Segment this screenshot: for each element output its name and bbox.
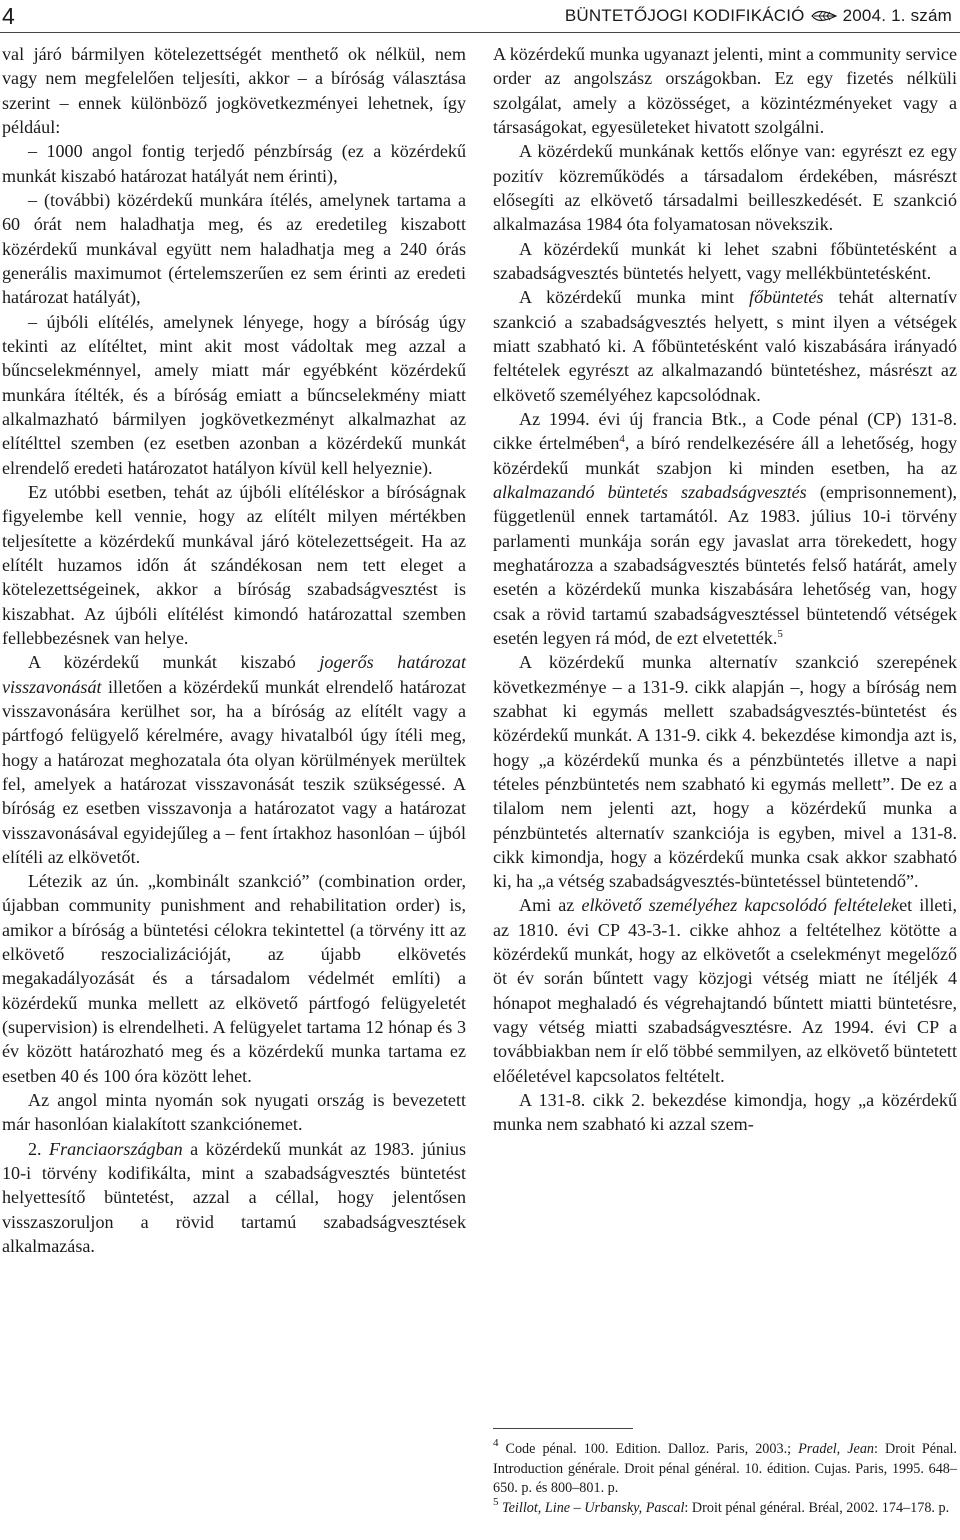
footnote-marker: 5 bbox=[493, 1495, 499, 1508]
footnote-marker: 5 bbox=[777, 627, 783, 640]
footnote bbox=[493, 1437, 957, 1499]
text-run: Az angol minta nyomán sok nyugati ország is bevezetett már hasonlóan kialakított szankciónemet. bbox=[2, 1090, 466, 1135]
text-run: – 1000 angol fontig terjedő pénzbírság (ez a közérdekű munkát kiszabó határozat hatályát nem érinti), bbox=[2, 141, 466, 186]
text-run: a közérdekű munkát az 1983. június 10-i törvény kodifikálta, mint a szabadságvesztés büntetést helyettesítő büntetést, azzal a céllal, hogy jelentősen visszaszoruljon a rövid tartamú szabadságvesztések alkalmazása. bbox=[2, 1138, 467, 1257]
paragraph bbox=[2, 310, 466, 480]
paragraph bbox=[2, 650, 466, 869]
text-run: Az 1994. évi új francia Btk., a Code pénal (CP) 131-8. cikke értelmében bbox=[493, 408, 957, 454]
right-column bbox=[493, 42, 957, 1137]
paragraph bbox=[493, 1088, 957, 1137]
quill-ornament-icon bbox=[811, 7, 837, 25]
text-run: A 131-8. cikk 2. bekezdése kimondja, hogy „a közérdekű munka nem szabható ki azzal szem- bbox=[493, 1090, 957, 1135]
paragraph bbox=[2, 188, 466, 310]
text-run: – újbóli elítélés, amelynek lényege, hogy a bíróság úgy tekinti az elítéltet, mint akit most vádoltak meg azzal a bűncselekménnyel, amely miatt már egyébként közérdekű munkára ítélték, és a bíróság emiatt a bűncselekmény miatt alkalmazható bármilyen jogkövetkezményt alkalmazhat az elítélttel szemben (ez esetben azonban a közérdekű munkát elrendelő eredeti határozatot hatályon kívül kell helyeznie). bbox=[2, 311, 466, 478]
text-run: Ami az bbox=[519, 895, 582, 916]
emphasis: Franciaországban bbox=[49, 1138, 183, 1159]
journal-title: BÜNTETŐJOGI KODIFIKÁCIÓ bbox=[564, 6, 805, 25]
text-run: Code pénal. 100. Edition. Dalloz. Paris, 2003.; bbox=[498, 1441, 799, 1457]
paragraph bbox=[493, 42, 957, 139]
paragraph bbox=[2, 139, 466, 188]
paragraph bbox=[493, 139, 957, 236]
footnote-rule bbox=[493, 1428, 633, 1429]
text-run: et illeti, az 1810. évi CP 43-3-1. cikke ahhoz a feltételhez kötötte a közérdekű munkát, hogy az elkövetőt a cselekményt megelőző öt év során bűntett vagy közjogi vétség miatt ne ítéljék 4 hónapot meghaladó és végrehajtandó bűntett miatti büntetésre, vagy vétség miatti szabadságvesztésre. Az 1994. évi CP a továbbiakban nem ír elő többé semmilyen, az elkövető büntetett előéletével kapcsolatos feltételt. bbox=[493, 895, 957, 1086]
paragraph bbox=[2, 42, 466, 139]
paragraph bbox=[2, 869, 466, 1088]
text-run: : Droit pénal général. Bréal, 2002. 174–178. p. bbox=[684, 1499, 950, 1516]
text-run: val járó bármilyen kötelezettségét menthető ok nélkül, nem vagy nem megfelelően teljesíti, akkor – a bíróság választása szerint – ennek különböző jogkövetkezményei lehetnek, így például: bbox=[2, 44, 466, 137]
paragraph bbox=[2, 480, 466, 650]
text-run: tehát alternatív szankció a szabadságvesztés helyett, s mint ilyen a vétségek miatt szabható ki. A főbüntetésként való kiszabására irányadó feltételek egyrészt az alkalmazandó büntetéshez, másrészt az elkövető személyéhez kapcsolódnak. bbox=[493, 287, 958, 405]
emphasis: elkövető személyéhez kapcsolódó feltételek bbox=[581, 895, 900, 916]
text-run: Létezik az ún. „kombinált szankció” (combination order, újabban community punishment and rehabilitation order) is, amikor a bíróság a büntetési célokra tekintettel (a törvény itt az elkövető reszocializációját, az újabb elkövetés megakadályozását és a társadalom védelmét említi) a közérdekű munka mellett az elkövető pártfogó felügyeletét (supervision) is elrendelheti. A felügyelet tartama 12 hónap és 3 év között határozható meg és a közérdekű munka tartama ez esetben 40 és 100 óra között lehet. bbox=[2, 871, 466, 1086]
text-run: – (további) közérdekű munkára ítélés, amelynek tartama a 60 órát nem haladhatja meg, és az eredetileg kiszabott közérdekű munkával együtt nem haladhatja meg a 240 órás generális maximumot (értelemszerűen ez sem érinti az eredeti határozat hatályát), bbox=[2, 189, 466, 308]
emphasis: alkalmazandó büntetés szabadságvesztés bbox=[493, 481, 807, 502]
issue-label: 2004. 1. szám bbox=[842, 6, 952, 25]
footnotes bbox=[493, 1437, 957, 1518]
emphasis: főbüntetés bbox=[749, 287, 824, 308]
emphasis: jogerős határozat visszavonását bbox=[2, 652, 466, 697]
paragraph bbox=[493, 237, 957, 286]
footnote-marker: 4 bbox=[493, 1437, 499, 1449]
running-head bbox=[565, 4, 952, 28]
text-run: : Droit Pénal. Introduction générale. Droit pénal général. 10. édition. Cujas. Paris, 1995. 648–650. p. és 800–801. p. bbox=[493, 1441, 957, 1496]
paragraph bbox=[493, 407, 957, 650]
paragraph bbox=[2, 1088, 466, 1137]
paragraph bbox=[493, 650, 957, 893]
text-run: illetően a közérdekű munkát elrendelő határozat visszavonására kerülhet sor, ha a bíróság az elítélt vagy a pártfogó felügyelő kérelmére, avagy hivatalból úgy ítéli meg, hogy a határozat meghozatala óta olyan körülmények merültek fel, amelyek a határozat visszavonását teszik szükségessé. A bíróság ez esetben visszavonja a határozatot vagy a határozat visszavonásával egyidejűleg a – fent írtakhoz hasonlóan – újból elítéli az elkövetőt. bbox=[2, 676, 466, 867]
text-run: A közérdekű munkának kettős előnye van: egyrészt ez egy pozitív közreműködés a társadalom érdekében, másrészt elősegíti az elkövető társadalmi beilleszkedését. E szankció alkalmazása 1984 óta folyamatosan növekszik. bbox=[493, 141, 957, 235]
text-run: A közérdekű munka ugyanazt jelenti, mint a community service order az angolszász országokban. Ez egy fizetés nélküli szolgálat, amely a közösséget, a közintézményeket vagy a társaságokat, egyesületeket hivatott szolgálni. bbox=[493, 44, 957, 137]
emphasis: Pradel, Jean bbox=[798, 1441, 875, 1457]
text-run: 2. bbox=[28, 1138, 50, 1159]
footnote bbox=[493, 1495, 957, 1519]
text-run: , a bíró rendelkezésére áll a lehetőség, hogy közérdekű munkát szabjon ki minden esetben, ha az bbox=[493, 433, 958, 478]
paragraph bbox=[493, 285, 957, 407]
emphasis: Teillot, Line – Urbansky, Pascal bbox=[502, 1499, 685, 1516]
left-column bbox=[2, 42, 466, 1258]
text-run: A közérdekű munka alternatív szankció szerepének következménye – a 131-9. cikk alapján –, hogy a bíróság nem szabhat ki egymás mellett szabadságvesztés-büntetést és közérdekű munkát. A 131-9. cikk 4. bekezdése kimondja azt is, hogy „a közérdekű munka és a pénzbüntetés illetve a napi tételes pénzbüntetés nem szabható ki egymás mellett”. De ez a tilalom nem jelenti azt, hogy a közérdekű munka a pénzbüntetés alternatív szankciója is egyben, mivel a 131-8. cikk kimondja, hogy a közérdekű munka csak akkor szabható ki, ha „a vétség szabadságvesztés-büntetéssel büntetendő”. bbox=[493, 652, 957, 892]
text-run: A közérdekű munkát kiszabó bbox=[28, 652, 320, 673]
paragraph bbox=[493, 893, 957, 1088]
text-run: Ez utóbbi esetben, tehát az újbóli elítéléskor a bíróságnak figyelembe kell vennie, hogy az elítélt milyen mértékben teljesítette a közérdekű munkával járó kötelezettségeit. Ha az elítélt huzamos időn át szándékosan nem tett eleget a kötelezettségeinek, akkor a bíróság szabadságvesztést is kiszabhat. Az újbóli elítélést kimondó határozattal szemben fellebbezésnek van helye. bbox=[2, 481, 466, 648]
footnote-marker: 4 bbox=[619, 433, 625, 446]
text-run: (emprisonnement), függetlenül ennek tartamától. Az 1983. július 10-i törvény parlamenti munkája során egy javaslat arra törekedett, hogy meghatározza a szabadságvesztés büntetés felső határát, amely esetén a közérdekű munka kiszabására lehetőség van, hogy csak a rövid tartamú szabadságvesztéssel büntetendő vétségek esetén legyen rá mód, de ezt elvetették. bbox=[493, 481, 957, 648]
page-number: 4 bbox=[2, 3, 15, 29]
text-run: A közérdekű munkát ki lehet szabni főbüntetésként a szabadságvesztés büntetés helyett, vagy mellékbüntetésként. bbox=[493, 238, 957, 283]
paragraph bbox=[2, 1137, 466, 1259]
header-rule bbox=[0, 32, 960, 33]
text-run: A közérdekű munka mint bbox=[519, 287, 750, 308]
